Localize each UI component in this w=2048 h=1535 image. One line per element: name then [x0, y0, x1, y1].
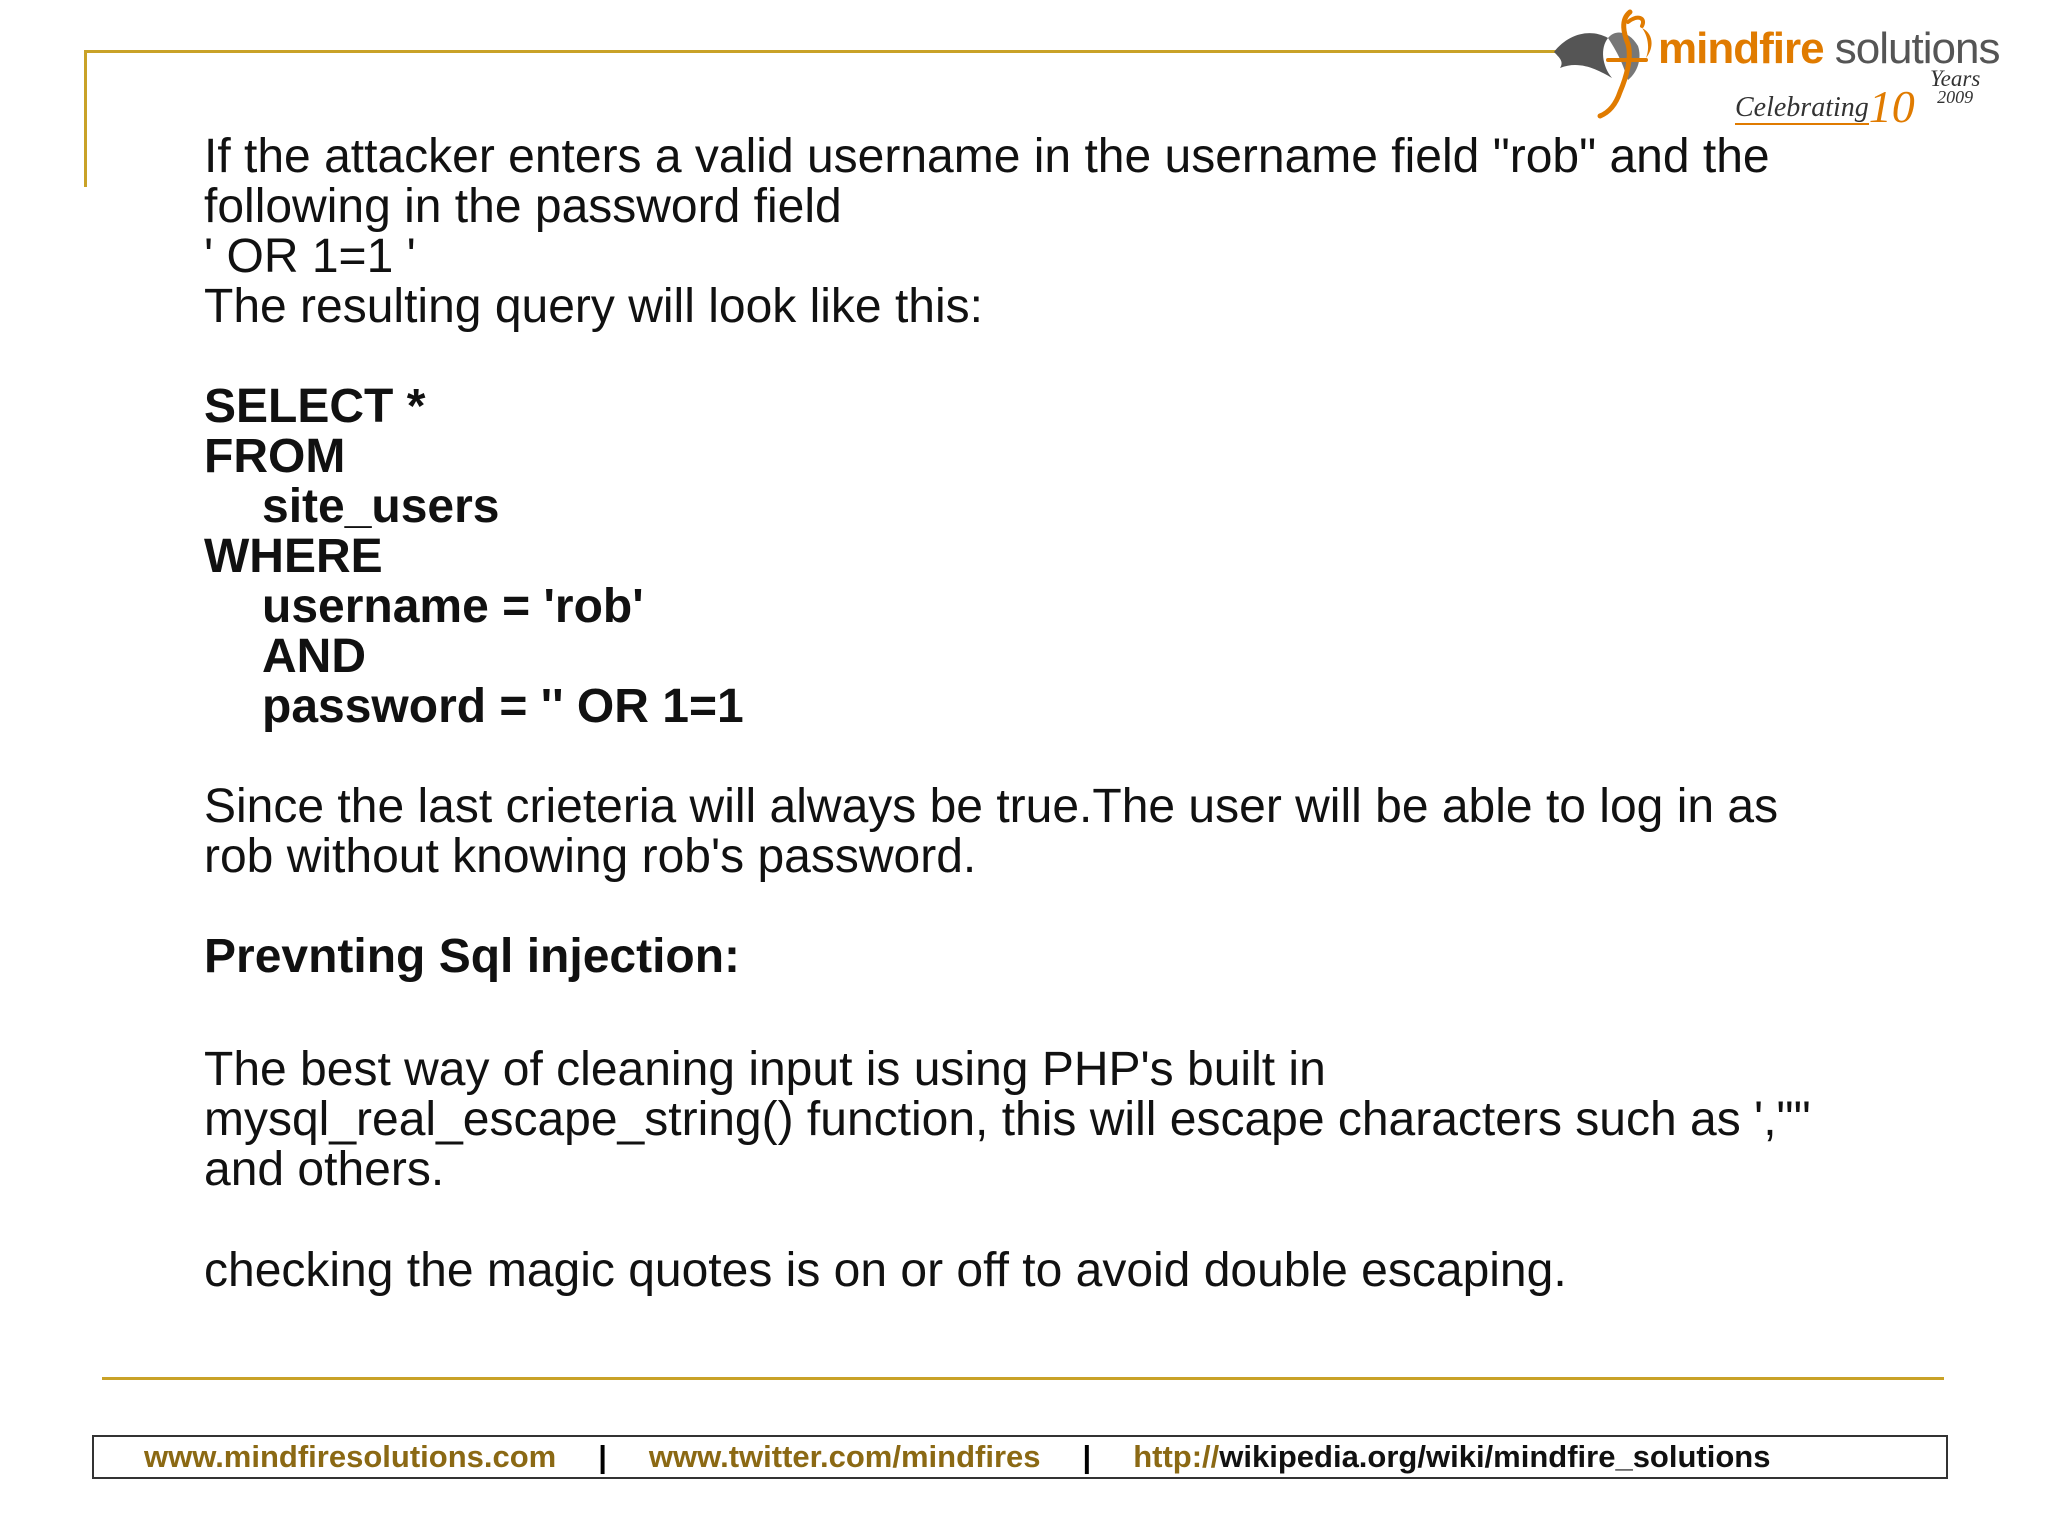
- wikipedia-link-path: wikipedia.org/wiki/mindfire_solutions: [1219, 1439, 1771, 1474]
- flame-f-icon: [1550, 8, 1670, 120]
- brand-name: mindfire: [1658, 24, 1824, 73]
- left-frame-line: [84, 50, 87, 187]
- top-frame-line: [84, 50, 1564, 53]
- sql-where: WHERE: [204, 530, 383, 583]
- footer-separator: |: [598, 1439, 607, 1474]
- sql-select: SELECT *: [204, 380, 426, 433]
- body-text: mysql_real_escape_string() function, this will escape characters such as ',"": [204, 1093, 1811, 1146]
- section-heading: Prevnting Sql injection:: [204, 930, 741, 983]
- sql-condition: password = '' OR 1=1: [262, 680, 744, 733]
- body-text: ' OR 1=1 ': [204, 230, 416, 283]
- footer-link-website[interactable]: www.mindfiresolutions.com: [144, 1439, 557, 1474]
- mindfire-logo: [1550, 8, 2000, 132]
- body-text: Since the last crieteria will always be true.The user will be able to log in as: [204, 780, 1779, 833]
- body-text: rob without knowing rob's password.: [204, 830, 977, 883]
- logo-years: [1930, 66, 1981, 107]
- wikipedia-link-prefix: http://: [1133, 1439, 1220, 1474]
- tagline-number: 10: [1868, 81, 1915, 132]
- bottom-rule: [102, 1377, 1944, 1380]
- sql-from: FROM: [204, 430, 346, 483]
- sql-and: AND: [262, 630, 366, 683]
- brand-suffix: solutions: [1823, 24, 2000, 73]
- body-text: If the attacker enters a valid username in the username field "rob" and the: [204, 130, 1770, 183]
- sql-condition: username = 'rob': [262, 580, 644, 633]
- footer-links: [92, 1435, 1948, 1479]
- body-text: The resulting query will look like this:: [204, 280, 983, 333]
- body-text: following in the password field: [204, 180, 842, 233]
- body-text: and others.: [204, 1143, 445, 1196]
- slide-body: [204, 132, 1964, 1296]
- years-label: Years: [1930, 66, 1981, 91]
- body-text: The best way of cleaning input is using PHP's built in: [204, 1043, 1326, 1096]
- tagline-text: Celebrating: [1735, 92, 1869, 123]
- sql-table: site_users: [262, 480, 500, 533]
- footer-link-twitter[interactable]: www.twitter.com/mindfires: [648, 1439, 1041, 1474]
- year-label: 2009: [1937, 87, 1974, 107]
- body-text: checking the magic quotes is on or off to avoid double escaping.: [204, 1244, 1567, 1297]
- logo-tagline: [1735, 74, 1915, 132]
- footer-link-wikipedia[interactable]: [1133, 1439, 1770, 1475]
- footer-separator: |: [1082, 1439, 1092, 1474]
